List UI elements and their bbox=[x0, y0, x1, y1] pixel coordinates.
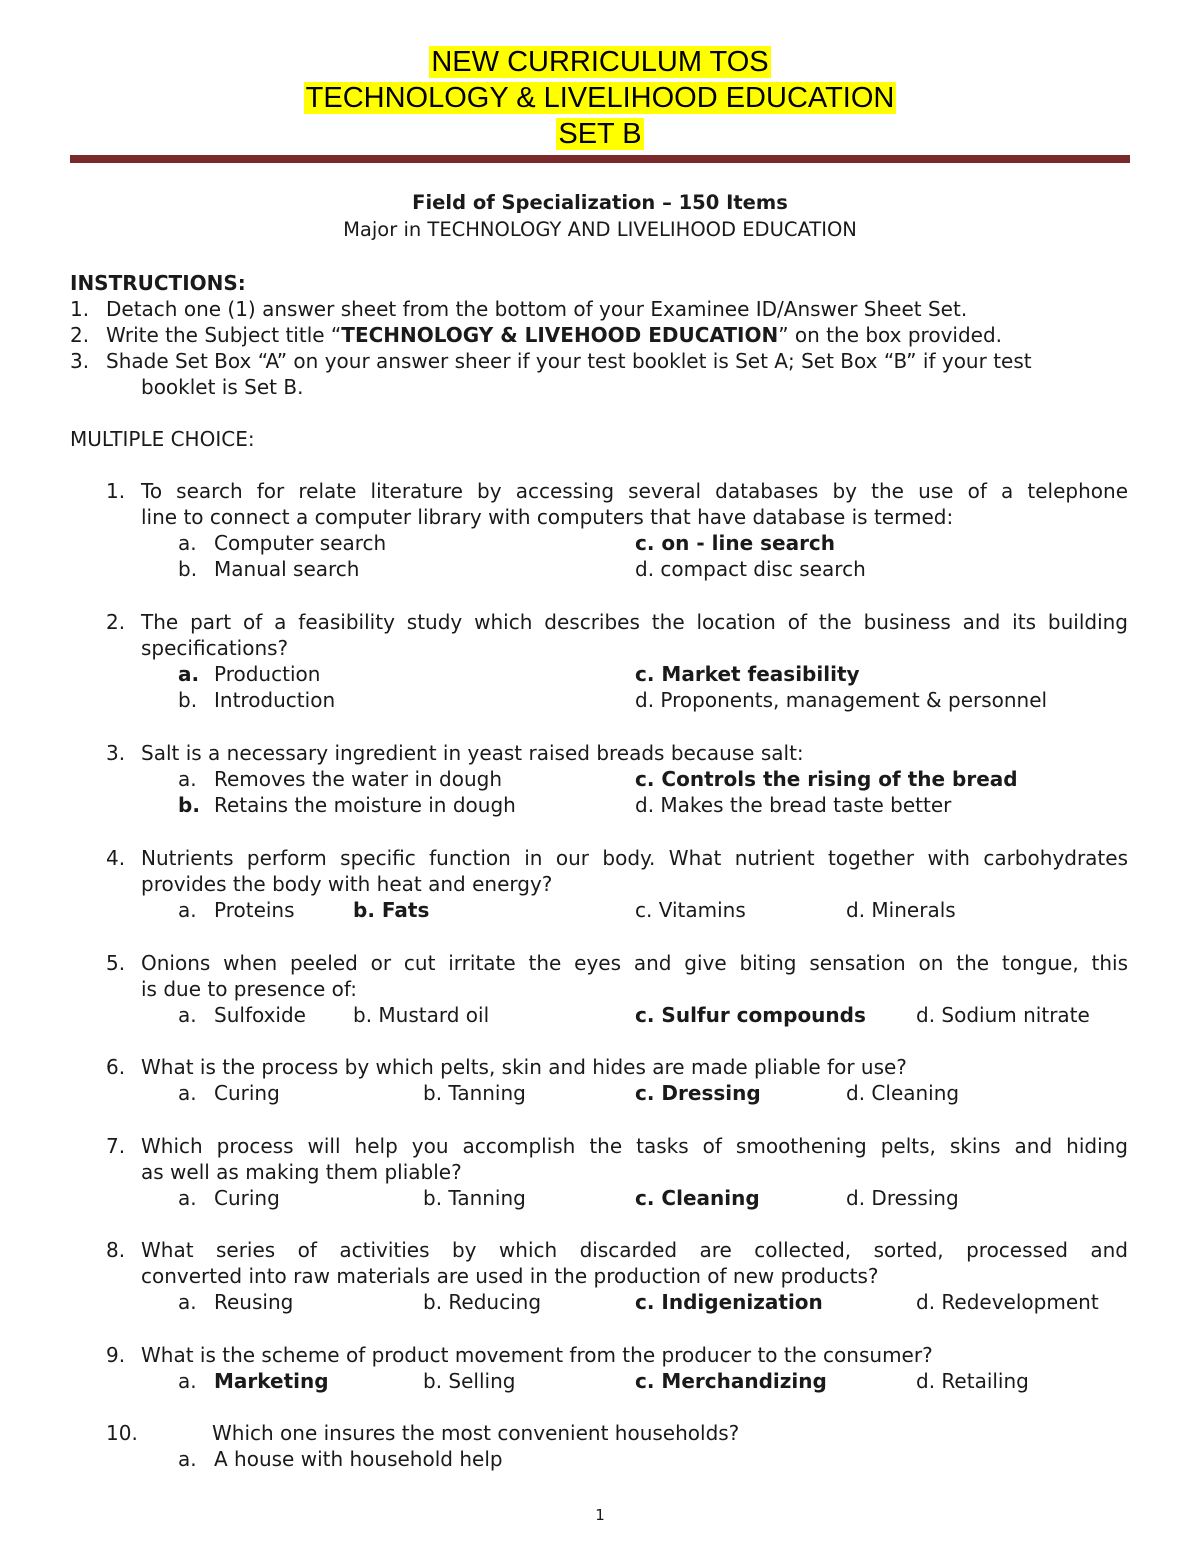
choice-text: Sulfoxide bbox=[214, 1003, 306, 1027]
choice: d. Sodium nitrate bbox=[916, 1003, 1090, 1027]
choice-label: a. bbox=[178, 1186, 197, 1210]
choice: b. Mustard oil bbox=[353, 1003, 490, 1027]
choice: b. Selling bbox=[423, 1369, 516, 1393]
question-number: 8. bbox=[106, 1238, 126, 1262]
choice-correct: b. Fats bbox=[353, 898, 430, 922]
doc-title-line-3: SET B bbox=[558, 118, 642, 150]
choice: d. Makes the bread taste better bbox=[635, 793, 952, 817]
choice-text: Removes the water in dough bbox=[214, 767, 503, 791]
instruction-3-num: 3. bbox=[70, 349, 90, 373]
choice-text: Reusing bbox=[214, 1290, 294, 1314]
question-number: 1. bbox=[106, 479, 126, 503]
page-number: 1 bbox=[595, 1506, 605, 1524]
choice: d. Proponents, management & personnel bbox=[635, 688, 1048, 712]
instruction-2-num: 2. bbox=[70, 323, 90, 347]
choice-label: a. bbox=[178, 662, 200, 686]
choice: b. Reducing bbox=[423, 1290, 542, 1314]
choice-text: Marketing bbox=[214, 1369, 329, 1393]
instructions-title: INSTRUCTIONS: bbox=[70, 271, 246, 295]
choice: d. Retailing bbox=[916, 1369, 1029, 1393]
choice: b. Tanning bbox=[423, 1186, 526, 1210]
question-text: specifications? bbox=[141, 636, 289, 660]
choice-label: a. bbox=[178, 531, 197, 555]
question-number: 6. bbox=[106, 1055, 126, 1079]
instruction-3-text: Shade Set Box “A” on your answer sheer if your test booklet is Set A; Set Box “B” if your test bbox=[106, 349, 1032, 373]
question-text: What is the scheme of product movement from the producer to the consumer? bbox=[141, 1343, 933, 1367]
choice-correct: c. on - line search bbox=[635, 531, 836, 555]
question-text: What series of activities by which discarded are collected, sorted, processed and bbox=[141, 1238, 1128, 1262]
instruction-2-text: Write the Subject title “TECHNOLOGY & LIVEHOOD EDUCATION” on the box provided. bbox=[106, 323, 1003, 347]
choice-text: Curing bbox=[214, 1186, 280, 1210]
question-number: 3. bbox=[106, 741, 126, 765]
question-number: 4. bbox=[106, 846, 126, 870]
choice-label: a. bbox=[178, 898, 197, 922]
choice-label: a. bbox=[178, 1003, 197, 1027]
instruction-1-text: Detach one (1) answer sheet from the bottom of your Examinee ID/Answer Sheet Set. bbox=[106, 297, 968, 321]
question-text: as well as making them pliable? bbox=[141, 1160, 462, 1184]
question-text: What is the process by which pelts, skin and hides are made pliable for use? bbox=[141, 1055, 907, 1079]
choice: b. Tanning bbox=[423, 1081, 526, 1105]
question-text: The part of a feasibility study which describes the location of the business and its building bbox=[141, 610, 1128, 634]
choice-label: a. bbox=[178, 767, 197, 791]
choice-label: a. bbox=[178, 1447, 197, 1471]
choice-text: Retains the moisture in dough bbox=[214, 793, 516, 817]
choice-correct: c. Sulfur compounds bbox=[635, 1003, 866, 1027]
choice-text: Manual search bbox=[214, 557, 360, 581]
choice-text: Curing bbox=[214, 1081, 280, 1105]
instruction-3-cont: booklet is Set B. bbox=[141, 375, 304, 399]
question-number: 10. bbox=[106, 1421, 138, 1445]
instruction-1-num: 1. bbox=[70, 297, 90, 321]
choice-label: b. bbox=[178, 793, 200, 817]
choice: d. Minerals bbox=[846, 898, 956, 922]
choice-label: b. bbox=[178, 688, 198, 712]
choice-label: a. bbox=[178, 1290, 197, 1314]
question-text: Which one insures the most convenient households? bbox=[212, 1421, 740, 1445]
question-text: Which process will help you accomplish the tasks of smoothening pelts, skins and hiding bbox=[141, 1134, 1128, 1158]
field-of-specialization: Field of Specialization – 150 Items bbox=[412, 191, 788, 214]
question-text: Nutrients perform specific function in our body. What nutrient together with carbohydrates bbox=[141, 846, 1128, 870]
question-number: 2. bbox=[106, 610, 126, 634]
question-number: 9. bbox=[106, 1343, 126, 1367]
doc-title-line-1: NEW CURRICULUM TOS bbox=[431, 46, 769, 78]
choice-label: a. bbox=[178, 1081, 197, 1105]
question-number: 7. bbox=[106, 1134, 126, 1158]
choice-label: a. bbox=[178, 1369, 197, 1393]
question-text: To search for relate literature by accessing several databases by the use of a telephone bbox=[141, 479, 1128, 503]
choice-text: Production bbox=[214, 662, 321, 686]
choice-text: A house with household help bbox=[214, 1447, 503, 1471]
choice-correct: c. Controls the rising of the bread bbox=[635, 767, 1018, 791]
doc-title-line-2: TECHNOLOGY & LIVELIHOOD EDUCATION bbox=[305, 82, 895, 114]
question-text: Onions when peeled or cut irritate the eyes and give biting sensation on the tongue, this bbox=[141, 951, 1128, 975]
question-text: is due to presence of: bbox=[141, 977, 357, 1001]
question-number: 5. bbox=[106, 951, 126, 975]
header-divider bbox=[70, 155, 1130, 163]
question-text: line to connect a computer library with computers that have database is termed: bbox=[141, 505, 954, 529]
choice-text: Proteins bbox=[214, 898, 295, 922]
choice-correct: c. Cleaning bbox=[635, 1186, 760, 1210]
section-title: MULTIPLE CHOICE: bbox=[70, 427, 255, 451]
question-text: provides the body with heat and energy? bbox=[141, 872, 553, 896]
question-text: converted into raw materials are used in the production of new products? bbox=[141, 1264, 879, 1288]
choice: d. compact disc search bbox=[635, 557, 866, 581]
choice-correct: c. Market feasibility bbox=[635, 662, 860, 686]
choice-text: Introduction bbox=[214, 688, 336, 712]
choice: c. Vitamins bbox=[635, 898, 746, 922]
choice-text: Computer search bbox=[214, 531, 387, 555]
choice-label: b. bbox=[178, 557, 198, 581]
choice: d. Cleaning bbox=[846, 1081, 960, 1105]
choice-correct: c. Dressing bbox=[635, 1081, 761, 1105]
choice-correct: c. Merchandizing bbox=[635, 1369, 827, 1393]
choice-correct: c. Indigenization bbox=[635, 1290, 823, 1314]
major-title: Major in TECHNOLOGY AND LIVELIHOOD EDUCATION bbox=[343, 218, 857, 241]
choice: d. Redevelopment bbox=[916, 1290, 1099, 1314]
choice: d. Dressing bbox=[846, 1186, 959, 1210]
question-text: Salt is a necessary ingredient in yeast raised breads because salt: bbox=[141, 741, 804, 765]
